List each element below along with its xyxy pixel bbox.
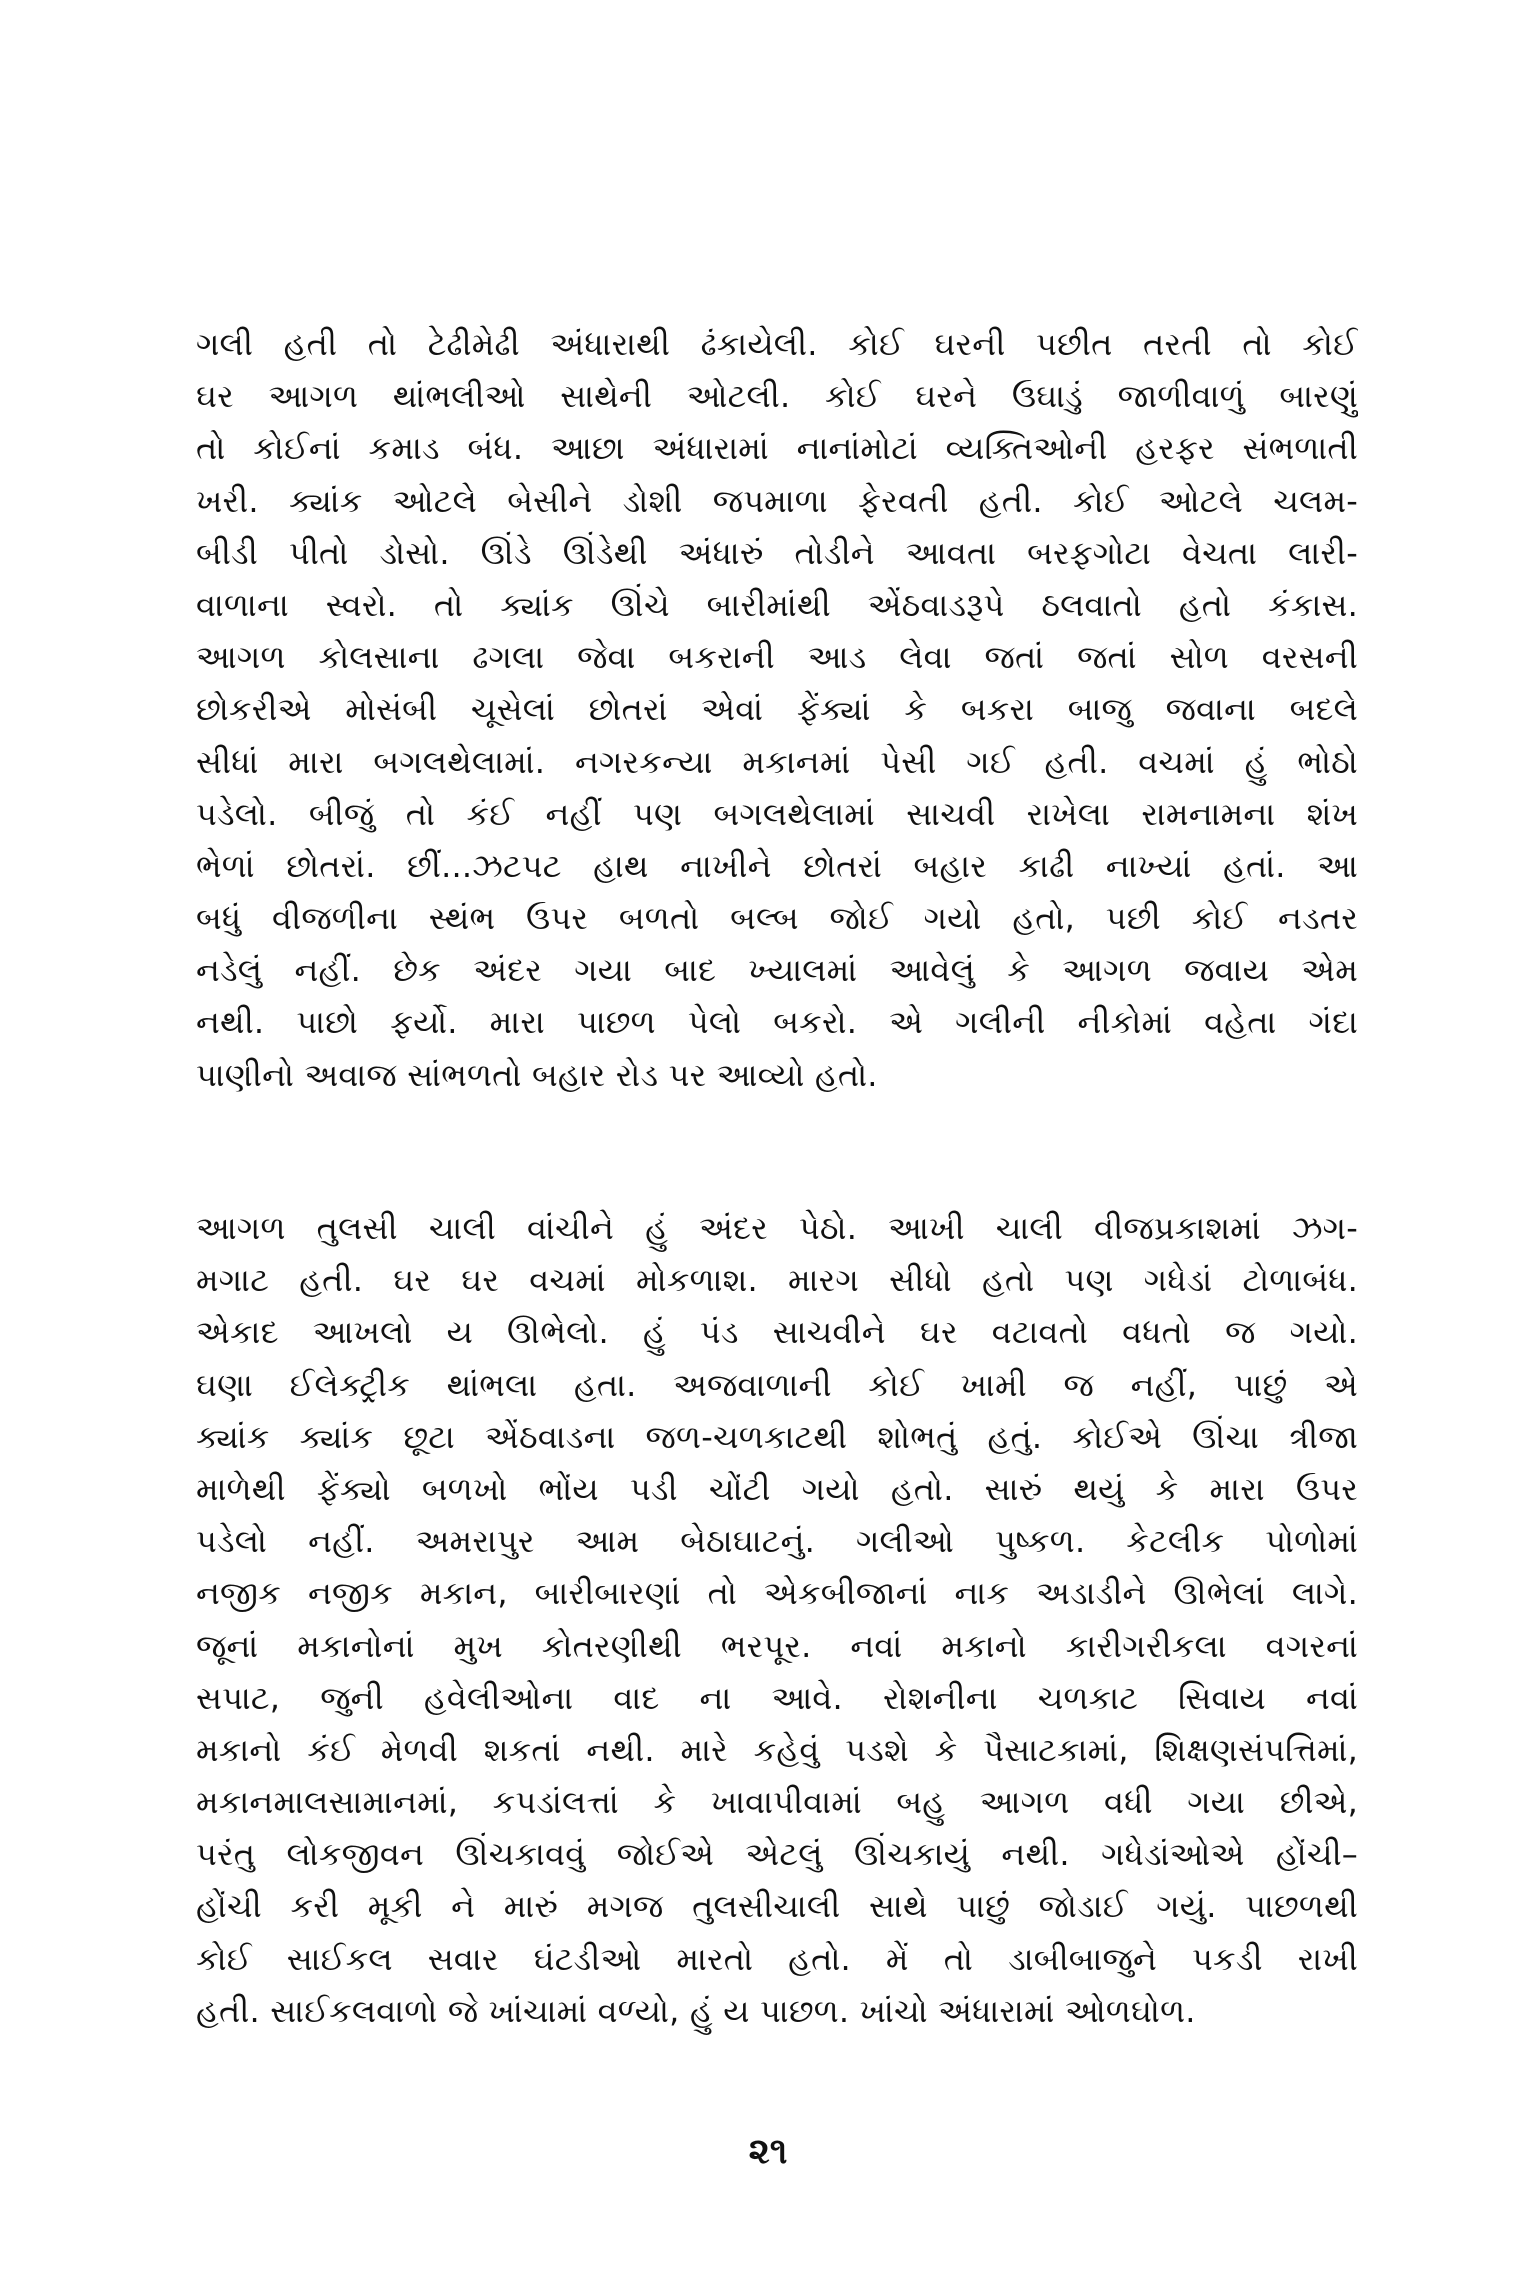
text-line: ભેળાં છોતરાં. છીં...ઝટપટ હાથ નાખીને છોતરાં બહાર કાઢી નાખ્યાં હતાં. આ — [196, 846, 1358, 885]
paragraph-1 — [196, 318, 1358, 1101]
text-line: પાણીનો અવાજ સાંભળતો બહાર રોડ પર આવ્યો હતો. — [196, 1055, 878, 1094]
text-line: મગાટ હતી. ઘર ઘર વચમાં મોકળાશ. મારગ સીધો હતો પણ ગધેડાં ટોળાબંધ. — [196, 1261, 1358, 1300]
page-number: ૨૧ — [748, 2131, 788, 2172]
text-line: માળેથી ફેંક્યો બળખો ભોંય પડી ચોંટી ગયો હતો. સારું થયું કે મારા ઉપર — [196, 1469, 1358, 1508]
text-line: કોઈ સાઈકલ સવાર ઘંટડીઓ મારતો હતો. મેં તો ડાબીબાજુને પકડી રાખી — [196, 1939, 1358, 1978]
text-line: ગલી હતી તો ટેઢીમેઢી અંધારાથી ઢંકાયેલી. કોઈ ઘરની પછીત તરતી તો કોઈ — [196, 325, 1358, 363]
text-line: મકાનમાલસામાનમાં, કપડાંલત્તાં કે ખાવાપીવામાં બહુ આગળ વધી ગયા છીએ, — [196, 1783, 1358, 1822]
text-line: આગળ કોલસાના ઢગલા જેવા બકરાની આડ લેવા જતાં જતાં સોળ વરસની — [196, 638, 1358, 677]
text-line: ખરી. ક્યાંક ઓટલે બેસીને ડોશી જપમાળા ફેરવતી હતી. કોઈ ઓટલે ચલમ- — [196, 481, 1358, 520]
text-line: ઘણા ઈલેક્ટ્રીક થાંભલા હતા. અજવાળાની કોઈ ખામી જ નહીં, પાછું એ — [196, 1365, 1358, 1404]
text-line: નથી. પાછો ફર્યો. મારા પાછળ પેલો બકરો. એ ગલીની નીકોમાં વહેતા ગંદા — [196, 1003, 1358, 1042]
text-line: મકાનો કંઈ મેળવી શકતાં નથી. મારે કહેવું પડશે કે પૈસાટકામાં, શિક્ષણસંપત્તિમાં, — [196, 1730, 1358, 1769]
text-line: નજીક નજીક મકાન, બારીબારણાં તો એકબીજાનાં નાક અડાડીને ઊભેલાં લાગે. — [196, 1574, 1358, 1613]
text-line: આગળ તુલસી ચાલી વાંચીને હું અંદર પેઠો. આખી ચાલી વીજપ્રકાશમાં ઝગ- — [196, 1209, 1358, 1247]
text-line: પડેલો નહીં. અમરાપુર આમ બેઠાઘાટનું. ગલીઓ પુષ્કળ. કેટલીક પોળોમાં — [196, 1522, 1358, 1561]
paragraph-2 — [196, 1202, 1358, 2037]
text-line: નડેલું નહીં. છેક અંદર ગયા બાદ ખ્યાલમાં આવેલું કે આગળ જવાય એમ — [196, 951, 1358, 990]
text-line: ક્યાંક ક્યાંક છૂટા એંઠવાડના જળ-ચળકાટથી શોભતું હતું. કોઈએ ઊંચા ત્રીજા — [196, 1417, 1358, 1456]
text-line: જૂનાં મકાનોનાં મુખ કોતરણીથી ભરપૂર. નવાં મકાનો કારીગરીકલા વગરનાં — [196, 1626, 1358, 1665]
text-line: પડેલો. બીજું તો કંઈ નહીં પણ બગલથેલામાં સાચવી રાખેલા રામનામના શંખ — [196, 794, 1358, 833]
text-line: એકાદ આખલો ય ઊભેલો. હું પંડ સાચવીને ઘર વટાવતો વધતો જ ગયો. — [196, 1313, 1358, 1352]
text-line: બધું વીજળીના સ્થંભ ઉપર બળતો બલ્બ જોઈ ગયો હતો, પછી કોઈ નડતર — [196, 899, 1358, 938]
text-line: સીધાં મારા બગલથેલામાં. નગરકન્યા મકાનમાં પેસી ગઈ હતી. વચમાં હું ભોઠો — [196, 742, 1358, 781]
text-line: હતી. સાઈકલવાળો જે ખાંચામાં વળ્યો, હું ય પાછળ. ખાંચો અંધારામાં ઓળઘોળ. — [196, 1991, 1196, 2030]
text-line: સપાટ, જુની હવેલીઓના વાદ ના આવે. રોશનીના ચળકાટ સિવાય નવાં — [196, 1678, 1358, 1717]
text-line: પરંતુ લોકજીવન ઊંચકાવવું જોઈએ એટલું ઊંચકાયું નથી. ગધેડાંઓએ હોંચી– — [196, 1835, 1358, 1874]
text-line: વાળાના સ્વરો. તો ક્યાંક ઊંચે બારીમાંથી એંઠવાડરૂપે ઠલવાતો હતો કંકાસ. — [196, 585, 1358, 624]
text-line: હોંચી કરી મૂકી ને મારું મગજ તુલસીચાલી સાથે પાછું જોડાઈ ગયું. પાછળથી — [196, 1887, 1358, 1926]
text-line: તો કોઈનાં કમાડ બંધ. આછા અંધારામાં નાનાંમોટાં વ્યક્તિઓની હરફર સંભળાતી — [196, 429, 1358, 468]
text-line: ઘર આગળ થાંભલીઓ સાથેની ઓટલી. કોઈ ઘરને ઉઘાડું જાળીવાળું બારણું — [196, 377, 1358, 416]
text-line: છોકરીએ મોસંબી ચૂસેલાં છોતરાં એવાં ફેંક્યાં કે બકરા બાજુ જવાના બદલે — [196, 690, 1358, 729]
text-line: બીડી પીતો ડોસો. ઊંડે ઊંડેથી અંધારું તોડીને આવતા બરફગોટા વેચતા લારી- — [196, 533, 1358, 572]
